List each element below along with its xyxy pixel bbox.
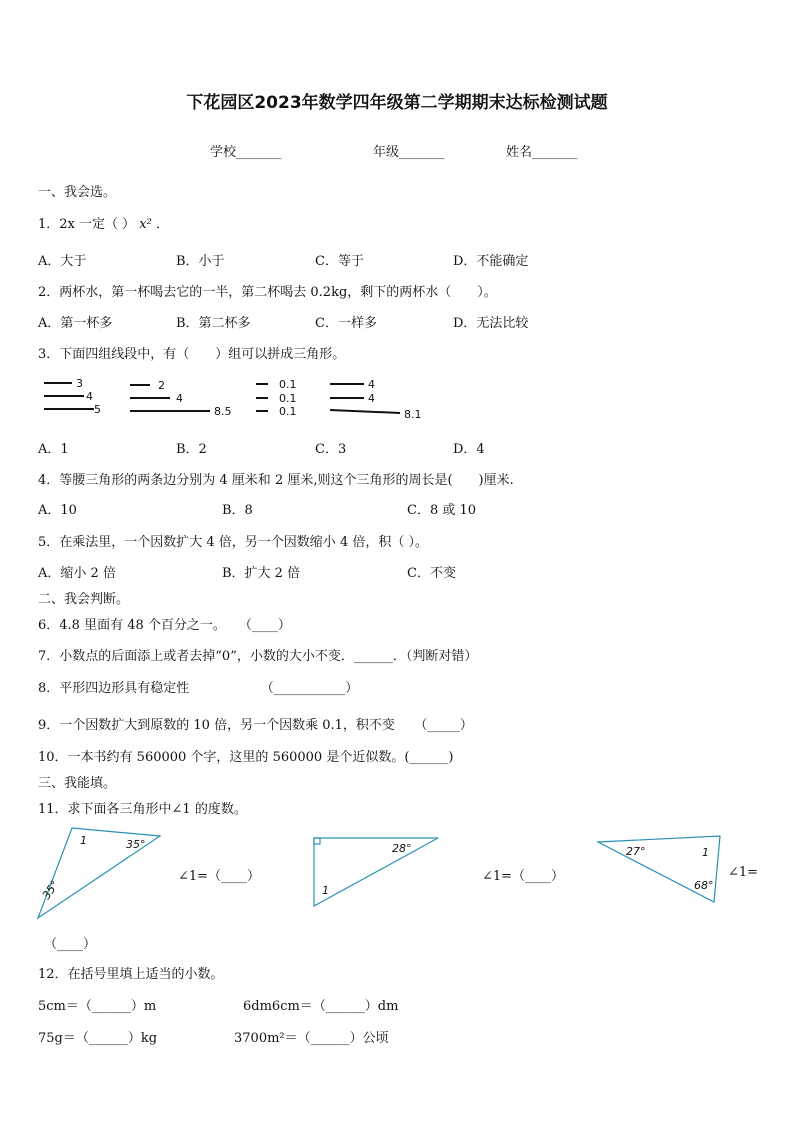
q12-stem: 12．在括号里填上适当的小数。 xyxy=(38,967,224,982)
q3-g2-len1: 2 xyxy=(158,379,165,392)
q3-g3-len1: 0.1 xyxy=(279,378,297,391)
right-angle-mark xyxy=(314,838,320,844)
q3-g3-len2: 0.1 xyxy=(279,392,297,405)
q11-answer-2: ∠1=（____） xyxy=(482,869,565,884)
tri3-angle-left: 27° xyxy=(626,845,646,858)
q3-g1-len1: 3 xyxy=(76,377,83,390)
q11-triangles-figure xyxy=(0,822,794,927)
grade-field: 年级_______ xyxy=(373,145,445,160)
q3-option-b: B．2 xyxy=(176,442,207,457)
q1-option-b: B．小于 xyxy=(176,254,225,269)
q1-stem xyxy=(38,213,169,232)
q7-stem: 7．小数点的后面添上或者去掉“0”，小数的大小不变．______．（判断对错） xyxy=(38,649,478,664)
q3-segment-figure xyxy=(38,374,438,424)
school-field: 学校_______ xyxy=(210,145,282,160)
q1-expression: x² xyxy=(139,217,152,232)
q3-g2-len3: 8.5 xyxy=(214,405,232,418)
q2-option-b: B．第二杯多 xyxy=(176,316,251,331)
q1-text: 1．2x 一定（ ） xyxy=(38,217,136,232)
page-title: 下花园区2023年数学四年级第二学期期末达标检测试题 xyxy=(186,93,608,113)
q1-tail: ． xyxy=(155,217,169,232)
q3-g3-len3: 0.1 xyxy=(279,405,297,418)
tri3-angle-bottom: 68° xyxy=(694,879,714,892)
q5-option-b: B．扩大 2 倍 xyxy=(222,566,301,581)
q11-answer-3-blank: （____） xyxy=(44,937,97,952)
q4-option-c: C．8 或 10 xyxy=(407,503,477,518)
q3-g1-len2: 4 xyxy=(86,390,93,403)
q3-g4-len2: 4 xyxy=(368,392,375,405)
section-2-heading: 二、我会判断。 xyxy=(38,592,130,607)
q3-g4-len1: 4 xyxy=(368,378,375,391)
q3-g4-len3: 8.1 xyxy=(404,408,422,421)
tri2-angle1: 1 xyxy=(322,884,329,897)
q5-option-c: C．不变 xyxy=(407,566,456,581)
q3-g1-len3: 5 xyxy=(94,403,101,416)
q10-stem: 10．一本书约有 560000 个字，这里的 560000 是个近似数。(______) xyxy=(38,750,454,765)
q9-stem: 9．一个因数扩大到原数的 10 倍，另一个因数乘 0.1，积不变 （_____） xyxy=(38,718,473,733)
q3-stem: 3．下面四组线段中，有（ ）组可以拼成三角形。 xyxy=(38,347,346,362)
q1-option-d: D．不能确定 xyxy=(453,254,529,269)
q3-g2-len2: 4 xyxy=(176,392,183,405)
q4-option-b: B．8 xyxy=(222,503,253,518)
tri1-angle-bottom: 35° xyxy=(39,878,62,902)
q2-stem: 2．两杯水，第一杯喝去它的一半，第二杯喝去 0.2kg，剩下的两杯水（ ）。 xyxy=(38,285,497,300)
q3-option-c: C．3 xyxy=(315,442,347,457)
section-1-heading: 一、我会选。 xyxy=(38,185,117,200)
q1-option-a: A．大于 xyxy=(38,254,87,269)
q8-stem: 8．平形四边形具有稳定性 （___________） xyxy=(38,681,359,696)
q4-stem: 4．等腰三角形的两条边分别为 4 厘米和 2 厘米,则这个三角形的周长是( )厘米. xyxy=(38,473,514,488)
q2-option-d: D．无法比较 xyxy=(453,316,529,331)
q2-option-c: C．一样多 xyxy=(315,316,377,331)
tri1-angle-top: 35° xyxy=(126,838,146,851)
tri3-angle1: 1 xyxy=(702,846,709,859)
q11-answer-1: ∠1=（____） xyxy=(178,869,261,884)
q11-stem: 11．求下面各三角形中∠1 的度数。 xyxy=(38,802,247,817)
q5-stem: 5．在乘法里，一个因数扩大 4 倍，另一个因数缩小 4 倍，积（ ）。 xyxy=(38,535,428,550)
tri1-angle1: 1 xyxy=(80,834,87,847)
q12-item-2: 6dm6cm＝（______）dm xyxy=(243,999,399,1014)
q1-option-c: C．等于 xyxy=(315,254,364,269)
q12-item-1: 5cm＝（______）m xyxy=(38,999,157,1014)
q6-stem: 6．4.8 里面有 48 个百分之一。 （____） xyxy=(38,618,291,633)
q2-option-a: A．第一杯多 xyxy=(38,316,113,331)
q4-option-a: A．10 xyxy=(38,503,77,518)
triangle-2 xyxy=(314,838,438,906)
q3-option-d: D．4 xyxy=(453,442,485,457)
section-3-heading: 三、我能填。 xyxy=(38,776,117,791)
name-field: 姓名_______ xyxy=(506,145,578,160)
q5-option-a: A．缩小 2 倍 xyxy=(38,566,116,581)
tri2-angle-top: 28° xyxy=(392,842,412,855)
q11-answer-3: ∠1= xyxy=(728,865,759,880)
q12-item-4: 3700m²＝（______）公顷 xyxy=(234,1031,389,1046)
q3-option-a: A．1 xyxy=(38,442,69,457)
q12-item-3: 75g＝（______）kg xyxy=(38,1031,158,1046)
